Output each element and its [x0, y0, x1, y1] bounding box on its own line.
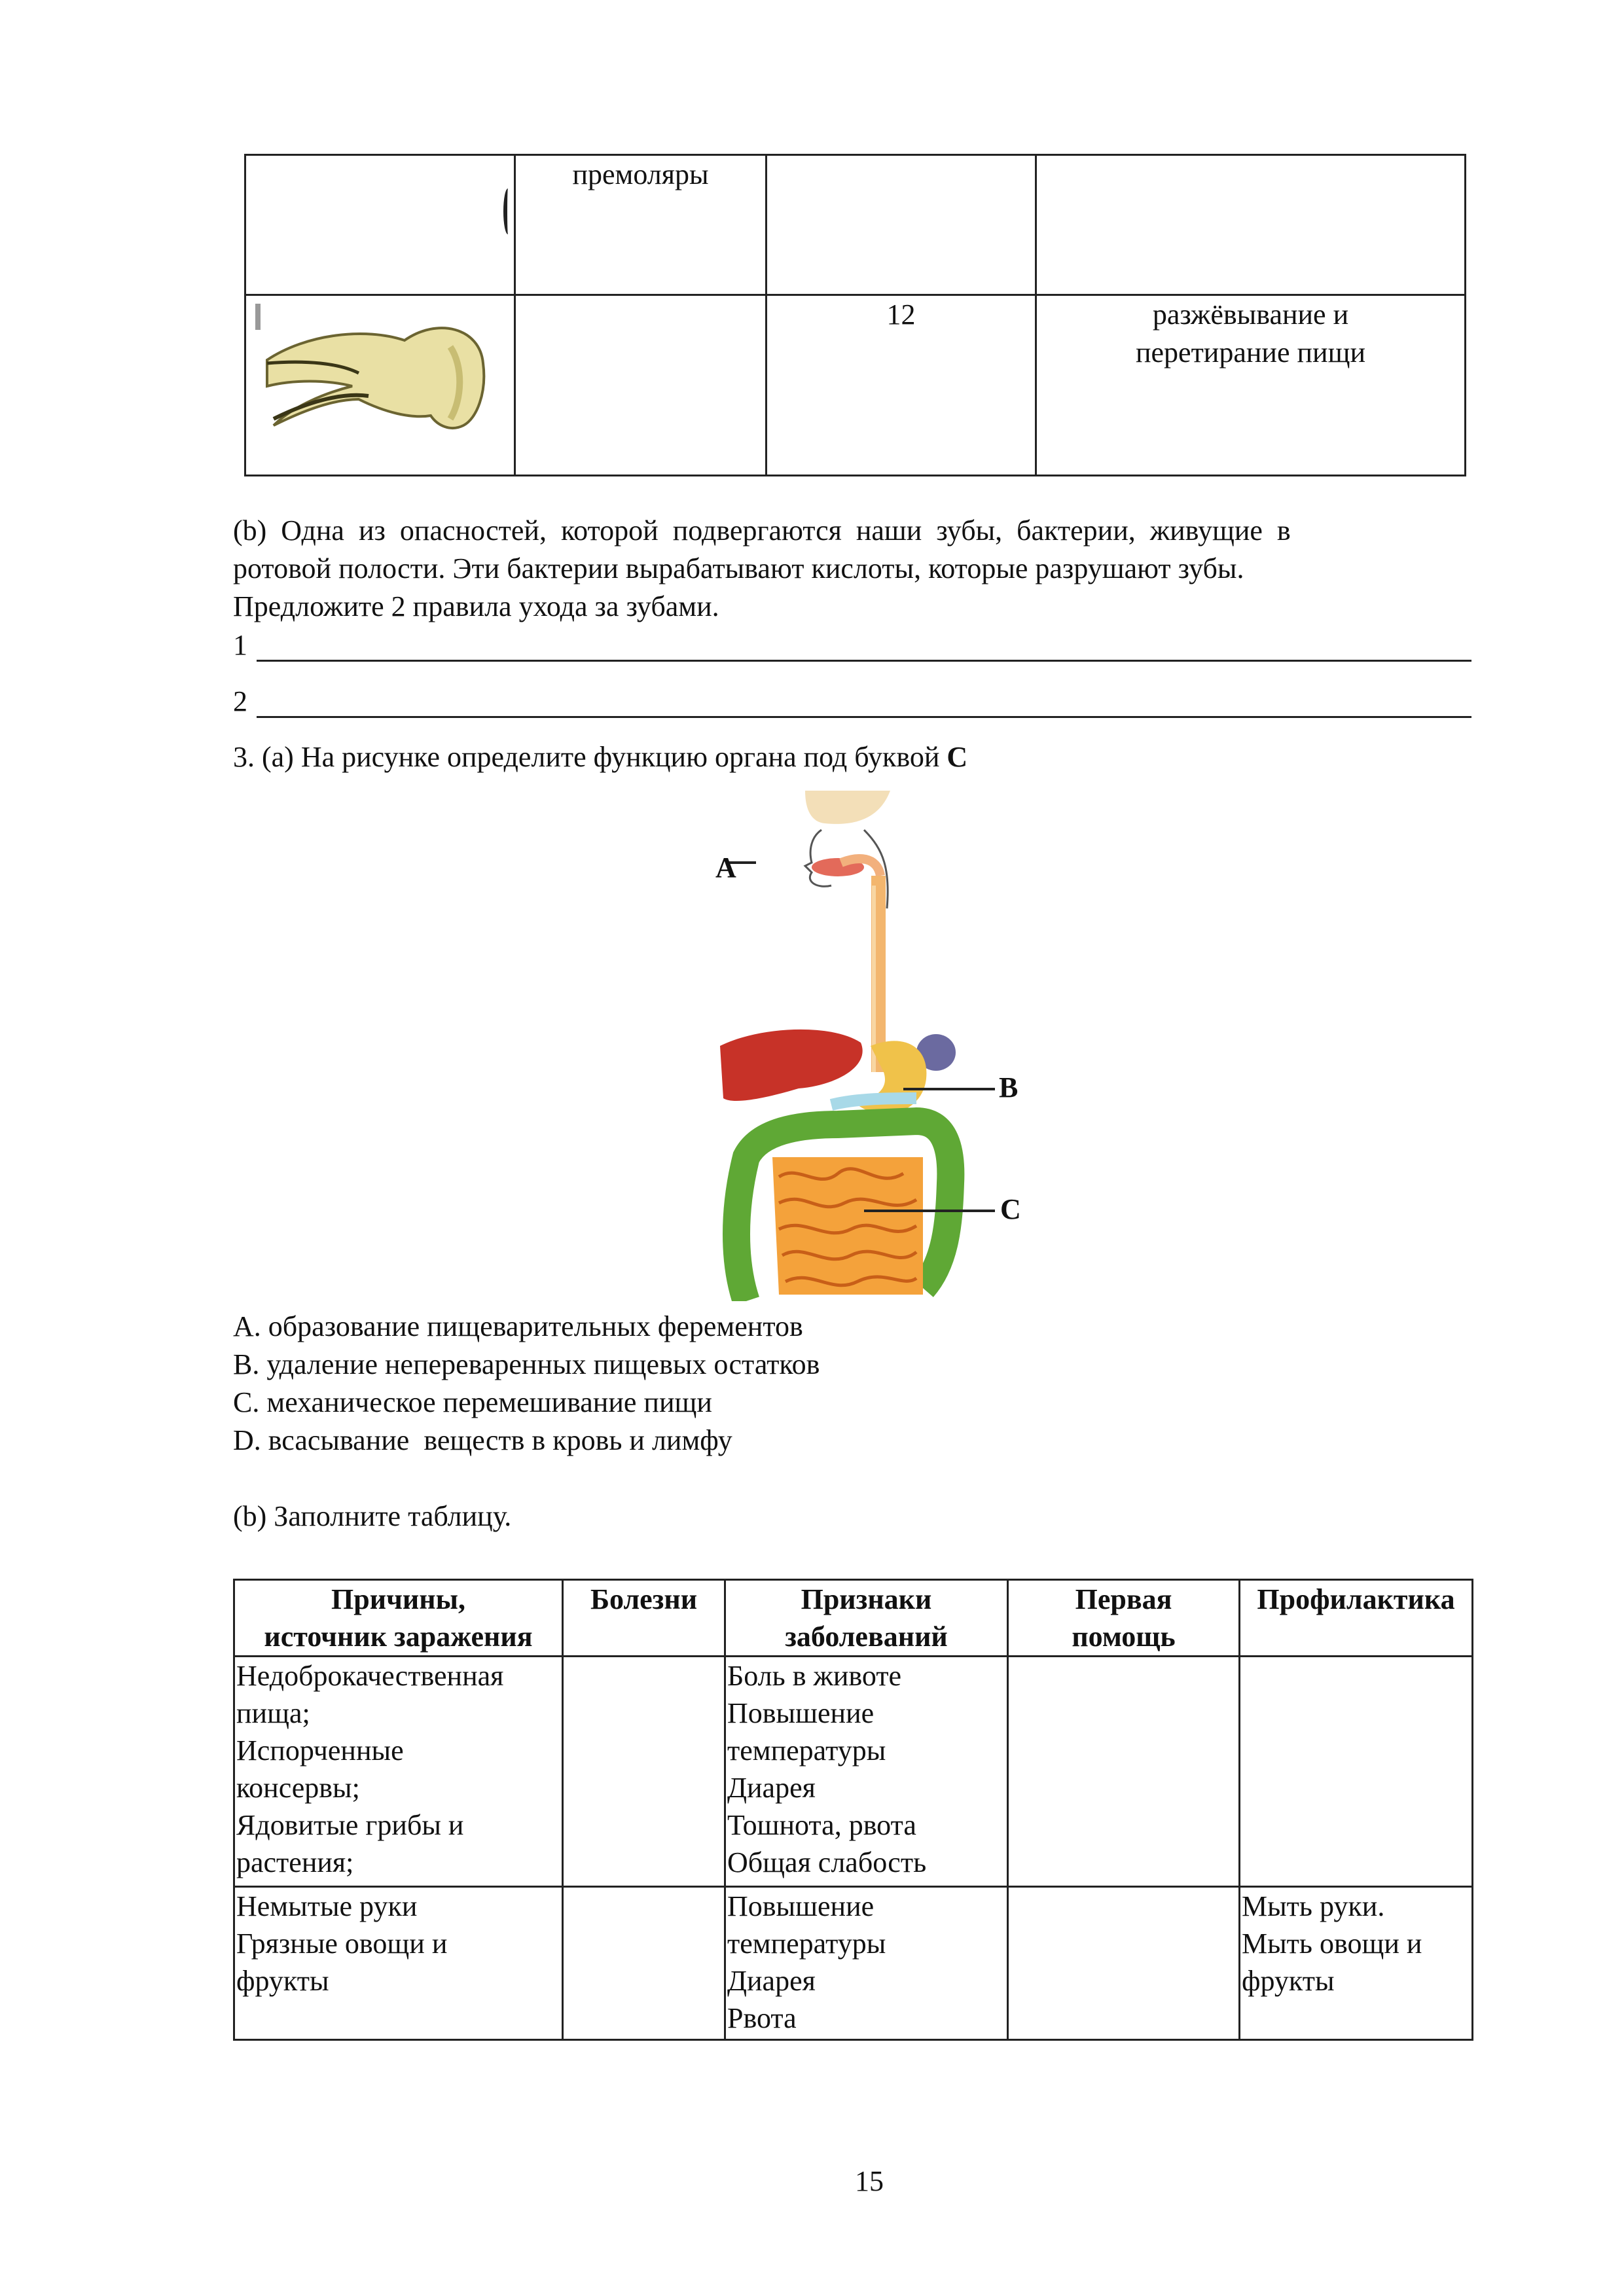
table-header-row — [234, 1580, 1473, 1657]
diagram-label-c: C — [1000, 1193, 1021, 1225]
table-row — [234, 1657, 1473, 1887]
answer-line-2[interactable] — [257, 716, 1471, 718]
table-row — [245, 155, 1466, 295]
tooth-name: премоляры — [572, 158, 709, 190]
answer-number: 1 — [233, 629, 247, 661]
tooth-name-cell[interactable] — [515, 295, 767, 476]
molar-tooth-image — [254, 301, 490, 458]
header-disease: Болезни — [563, 1580, 725, 1657]
question-3a — [233, 738, 967, 776]
question-3a-text: 3. (а) На рисунке определите функцию органа под буквой — [233, 741, 947, 773]
table-row — [234, 1887, 1473, 2040]
prevention-cell: Мыть руки. Мыть овощи и фрукты — [1240, 1887, 1473, 2040]
option-d: D. всасывание веществ в кровь и лимфу — [233, 1424, 732, 1456]
causes-cell: Недоброкачественная пища; Испорченные консервы; Ядовитые грибы и растения; — [234, 1657, 563, 1887]
option-b: B. удаление непереваренных пищевых остатков — [233, 1348, 820, 1380]
answer-number: 2 — [233, 685, 247, 717]
tooth-function-cell[interactable] — [1036, 155, 1466, 295]
signs-cell: Повышение температуры Диарея Рвота — [725, 1887, 1008, 2040]
disease-table — [233, 1579, 1473, 2041]
header-first-aid: Первая помощь — [1008, 1580, 1240, 1657]
signs-cell: Боль в животе Повышение температуры Диарея Тошнота, рвота Общая слабость — [725, 1657, 1008, 1887]
diagram-label-b: B — [999, 1071, 1019, 1103]
header-prevention: Профилактика — [1240, 1580, 1473, 1657]
tooth-function-cell — [1036, 295, 1466, 476]
tooth-count-cell[interactable] — [767, 155, 1036, 295]
answer-line-1[interactable] — [257, 660, 1471, 662]
question-2b-line: (b) Одна из опасностей, которой подвергаются наши зубы, бактерии, живущие в — [233, 514, 1291, 547]
tooth-count-cell — [767, 295, 1036, 476]
option-c: C. механическое перемешивание пищи — [233, 1386, 712, 1418]
tooth-count: 12 — [886, 298, 916, 331]
disease-cell[interactable] — [563, 1657, 725, 1887]
page-number: 15 — [855, 2165, 884, 2197]
teeth-table — [244, 154, 1466, 476]
causes-cell: Немытые руки Грязные овощи и фрукты — [234, 1887, 563, 2040]
tooth-image-cell — [245, 295, 515, 476]
tooth-image-cell — [245, 155, 515, 295]
tooth-function-line: перетирание пищи — [1135, 336, 1366, 368]
question-2b-line: ротовой полости. Эти бактерии вырабатывают кислоты, которые разрушают зубы. — [233, 552, 1244, 584]
first-aid-cell[interactable] — [1008, 1657, 1240, 1887]
diagram-label-a: A — [715, 852, 736, 884]
tooth-image-fragment — [503, 188, 513, 234]
disease-cell[interactable] — [563, 1887, 725, 2040]
question-3a-letter: С — [947, 741, 968, 773]
tooth-name-cell — [515, 155, 767, 295]
header-causes: Причины, источник заражения — [234, 1580, 563, 1657]
question-3b: (b) Заполните таблицу. — [233, 1500, 512, 1532]
first-aid-cell[interactable] — [1008, 1887, 1240, 2040]
option-a: A. образование пищеварительных ферементов — [233, 1310, 803, 1342]
table-row — [245, 295, 1466, 476]
prevention-cell[interactable] — [1240, 1657, 1473, 1887]
question-2b-line: Предложите 2 правила ухода за зубами. — [233, 590, 719, 622]
tooth-function-line: разжёвывание и — [1152, 298, 1349, 331]
header-signs: Признаки заболеваний — [725, 1580, 1008, 1657]
